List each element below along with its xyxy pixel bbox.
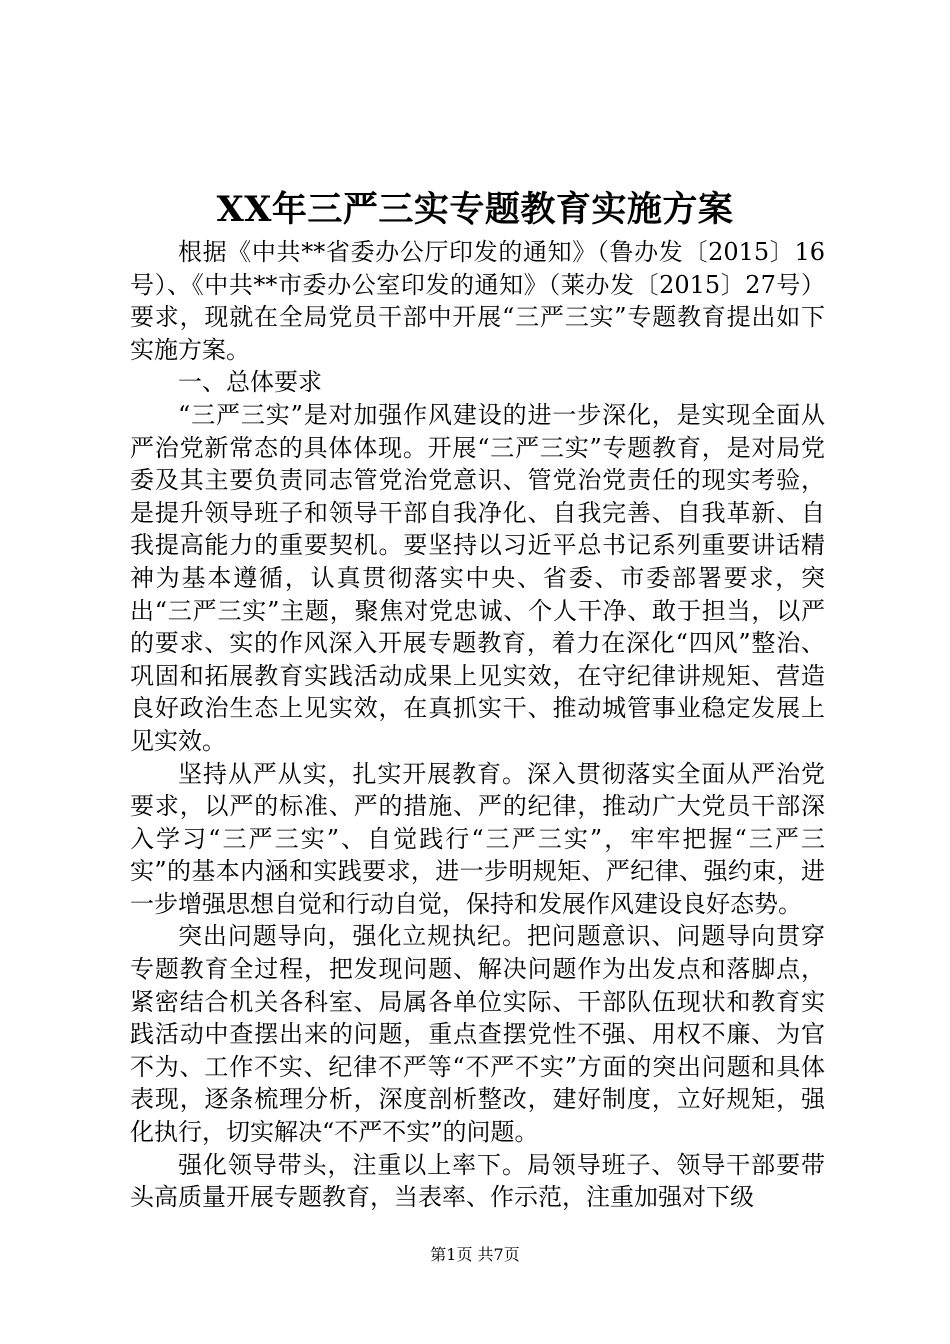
paragraph-general-requirements: “三严三实”是对加强作风建设的进一步深化，是实现全面从严治党新常态的具体体现。开展“三严三实”专题教育，是对局党委及其主要负责同志管党治党意识、管党治党责任的现实考验，是提升领导班子和领导干部自我净化、自我完善、自我革新、自我提高能力的重要契机。要坚持以习近平总书记系列重要讲话精神为基本遵循，认真贯彻落实中央、省委、市委部署要求，突出“三严三实”主题，聚焦对党忠诚、个人干净、敢于担当，以严的要求、实的作风深入开展专题教育，着力在深化“四风”整治、巩固和拓展教育实践活动成果上见实效，在守纪律讲规矩、营造良好政治生态上见实效，在真抓实干、推动城管事业稳定发展上见实效。 [130,400,825,755]
paragraph-strict-and-solid: 坚持从严从实，扎实开展教育。深入贯彻落实全面从严治党要求，以严的标准、严的措施、严的纪律，推动广大党员干部深入学习“三严三实”、自觉践行“三严三实”，牢牢把握“三严三实”的基本内涵和实践要求，进一步明规矩、严纪律、强约束，进一步增强思想自觉和行动自觉，保持和发展作风建设良好态势。 [130,759,825,918]
document-title: XX年三严三实专题教育实施方案 [216,189,734,230]
paragraph-leadership: 强化领导带头，注重以上率下。局领导班子、领导干部要带头高质量开展专题教育，当表率、作示范，注重加强对下级 [130,1150,825,1212]
paragraph-problem-oriented: 突出问题导向，强化立规执纪。把问题意识、问题导向贯穿专题教育全过程，把发现问题、解决问题作为出发点和落脚点，紧密结合机关各科室、局属各单位实际、干部队伍现状和教育实践活动中查摆出来的问题，重点查摆党性不强、用权不廉、为官不为、工作不实、纪律不严等“不严不实”方面的突出问题和具体表现，逐条梳理分析，深度剖析整改，建好制度，立好规矩，强化执行，切实解决“不严不实”的问题。 [130,922,825,1147]
page-number-footer: 第1页 共7页 [430,1245,520,1264]
document-body [130,236,825,1214]
paragraph-intro: 根据《中共**省委办公厅印发的通知》（鲁办发〔2015〕16号）、《中共**市委办公室印发的通知》（莱办发〔2015〕27号）要求，现就在全局党员干部中开展“三严三实”专题教育提出如下实施方案。 [130,238,825,364]
section-heading-general-requirements: 一、总体要求 [178,368,322,397]
